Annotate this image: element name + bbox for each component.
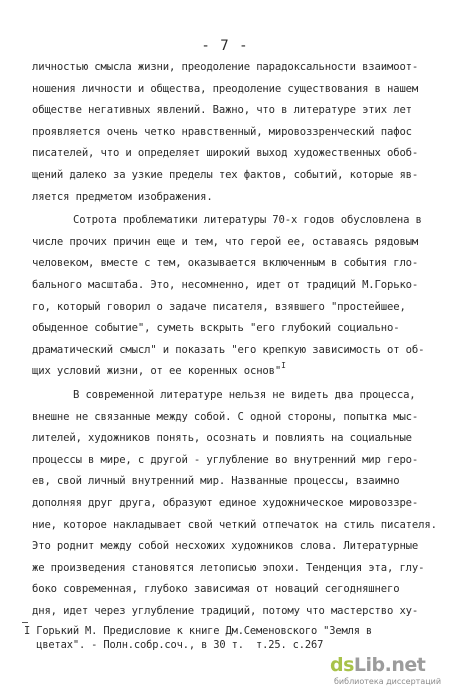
text-line: обществе негативных явлений. Важно, что в литературе этих лет <box>32 104 412 117</box>
text-line: щений далеко за узкие пределы тех фактов, событий, которые яв- <box>32 169 419 181</box>
text-line: числе прочих причин еще и тем, что герой ее, оставаясь рядовым <box>32 235 419 248</box>
watermark-subtitle: библиотека диссертаций <box>334 677 442 686</box>
text-line: В современной литературе нельзя не видеть два процесса, <box>73 389 416 401</box>
text-line-with-footnote <box>32 361 418 379</box>
text-line: щих условий жизни, от ее коренных основ" <box>32 365 282 378</box>
text-line: проявляется очень четко нравственный, мировоззренческий пафос <box>32 125 412 138</box>
text-line: писателей, что и определяет широкий выход художественных обоб- <box>32 147 419 160</box>
text-line: боко современная, глубоко зависимая от новаций сегодняшнего <box>32 583 400 596</box>
footnote-line: I Горький М. Предисловие к книге Дм.Семеновского "Земля в <box>24 625 373 637</box>
footnote-rule <box>22 622 28 623</box>
watermark-logo-prefix: ds <box>330 654 354 676</box>
text-line: личностью смысла жизни, преодоление парадоксальности взаимоот- <box>32 61 419 73</box>
text-line: Сотрота проблематики литературы 70-х годов обусловлена в <box>73 214 422 227</box>
watermark-logo-suffix: Lib.net <box>353 654 426 676</box>
text-line: обыденное событие", суметь вскрыть "его глубокий социально- <box>32 322 400 335</box>
text-line: же произведения становятся летописью эпохи. Тенденция эта, глу- <box>32 561 425 574</box>
text-line: ношения личности и общества, преодоление существования в нашем <box>32 82 419 95</box>
text-line: процессы в мире, с другой - углубление во внутренний мир геро- <box>32 453 419 466</box>
text-line: го, который говорил о задаче писателя, взявшего "простейшее, <box>32 300 406 313</box>
text-line: ляется предметом изображения. <box>32 190 213 203</box>
text-line: дня, идет через углубление традиций, потому что мастерство ху- <box>32 605 419 617</box>
footnote-marker: I <box>281 361 286 371</box>
page-number: - 7 - <box>201 38 249 54</box>
text-line: дополняя друг друга, образуют единое художническое мировоззре- <box>32 497 419 509</box>
text-line: бального масштаба. Это, несомненно, идет от традиций М.Горько- <box>32 279 419 291</box>
footnote-line: цветах". - Полн.собр.соч., в 30 т. т.25. с.267 <box>24 639 324 651</box>
text-line: лителей, художников понять, осознать и повлиять на социальные <box>32 432 412 445</box>
text-line: Это роднит между собой несхожих художников слова. Литературные <box>32 540 419 553</box>
watermark-logo <box>330 654 425 676</box>
text-line: ев, свой личный внутренний мир. Названные процессы, взаимно <box>32 475 400 488</box>
text-line: внешне не связанные между собой. С одной стороны, попытка мыс- <box>32 410 419 423</box>
text-line: ние, которое накладывает свой четкий отпечаток на стиль писателя. <box>32 518 437 531</box>
text-line: человеком, вместе с тем, оказывается включенным в события гло- <box>32 257 419 270</box>
watermark <box>330 654 442 688</box>
text-line: драматический смысл" и показать "его крепкую зависимость от об- <box>32 343 425 356</box>
